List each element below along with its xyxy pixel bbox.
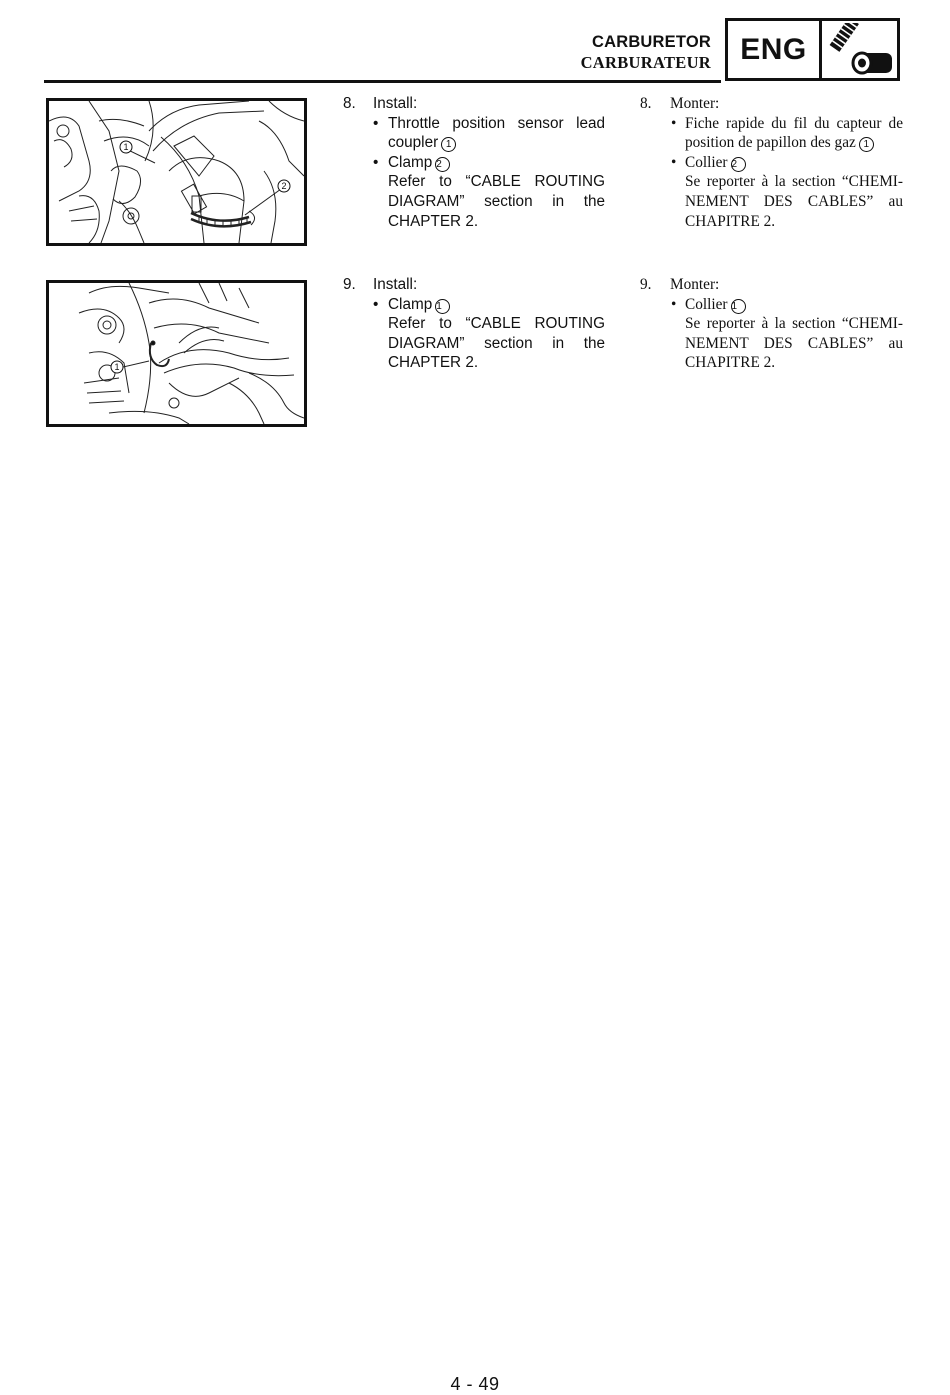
callout-number: 1 [859, 137, 874, 152]
item-note: Se reporter à la section “CHEMI-NEMENT DES CABLES” au CHAPITRE 2. [685, 173, 903, 230]
item-text: Clamp [388, 295, 433, 313]
figure-1-drawing [49, 101, 304, 243]
item-text: Fiche rapide du fil du capteur de position de papillon des gaz [685, 114, 903, 152]
step-title: Install: [373, 95, 418, 112]
list-item [685, 153, 903, 173]
section-badge [725, 18, 900, 81]
item-note: Refer to “CABLE ROUTING DIAGRAM” section in the CHAPTER 2. [388, 173, 605, 230]
bullet: • [671, 153, 677, 171]
section-badge-label: ENG [740, 33, 807, 66]
section-badge-divider [819, 21, 822, 78]
header-title-english: CARBURETOR [591, 33, 711, 51]
item-text: Collier [685, 295, 728, 313]
bullet: • [373, 114, 379, 132]
item-text: Collier [685, 153, 728, 171]
figure-1-callout-1: 1 [123, 142, 129, 152]
step-number: 8. [343, 95, 356, 112]
figure-2-callout-1: 1 [114, 362, 120, 372]
bullet: • [671, 114, 677, 132]
figure-clamp [46, 280, 307, 427]
list-item [685, 295, 903, 315]
step-title: Install: [373, 276, 418, 293]
item-note: Refer to “CABLE ROUTING DIAGRAM” section in the CHAPTER 2. [388, 315, 605, 372]
figure-2-drawing [49, 283, 304, 424]
item-note: Se reporter à la section “CHEMI-NEMENT DES CABLES” au CHAPITRE 2. [685, 315, 903, 372]
step-number: 9. [640, 276, 652, 293]
header-title-french: CARBURATEUR [580, 53, 711, 72]
engine-icon [824, 23, 898, 77]
callout-number: 2 [435, 157, 450, 172]
list-item [388, 153, 605, 173]
list-item [388, 295, 605, 315]
step-number: 8. [640, 95, 652, 112]
callout-number: 1 [441, 137, 456, 152]
header-rule [44, 80, 721, 83]
callout-number: 1 [731, 299, 746, 314]
item-text: Throttle position sensor lead coupler [388, 114, 605, 152]
figure-1-callout-2: 2 [281, 181, 287, 191]
callout-number: 2 [731, 157, 746, 172]
step-title: Monter: [670, 95, 720, 112]
bullet: • [373, 153, 379, 171]
figure-throttle-sensor-coupler [46, 98, 307, 246]
list-item [388, 114, 605, 153]
item-text: Clamp [388, 153, 433, 171]
step-number: 9. [343, 276, 356, 293]
bullet: • [671, 295, 677, 313]
bullet: • [373, 295, 379, 313]
list-item [685, 114, 903, 153]
callout-number: 1 [435, 299, 450, 314]
step-title: Monter: [670, 276, 720, 293]
page-number: 4 - 49 [450, 1374, 500, 1394]
